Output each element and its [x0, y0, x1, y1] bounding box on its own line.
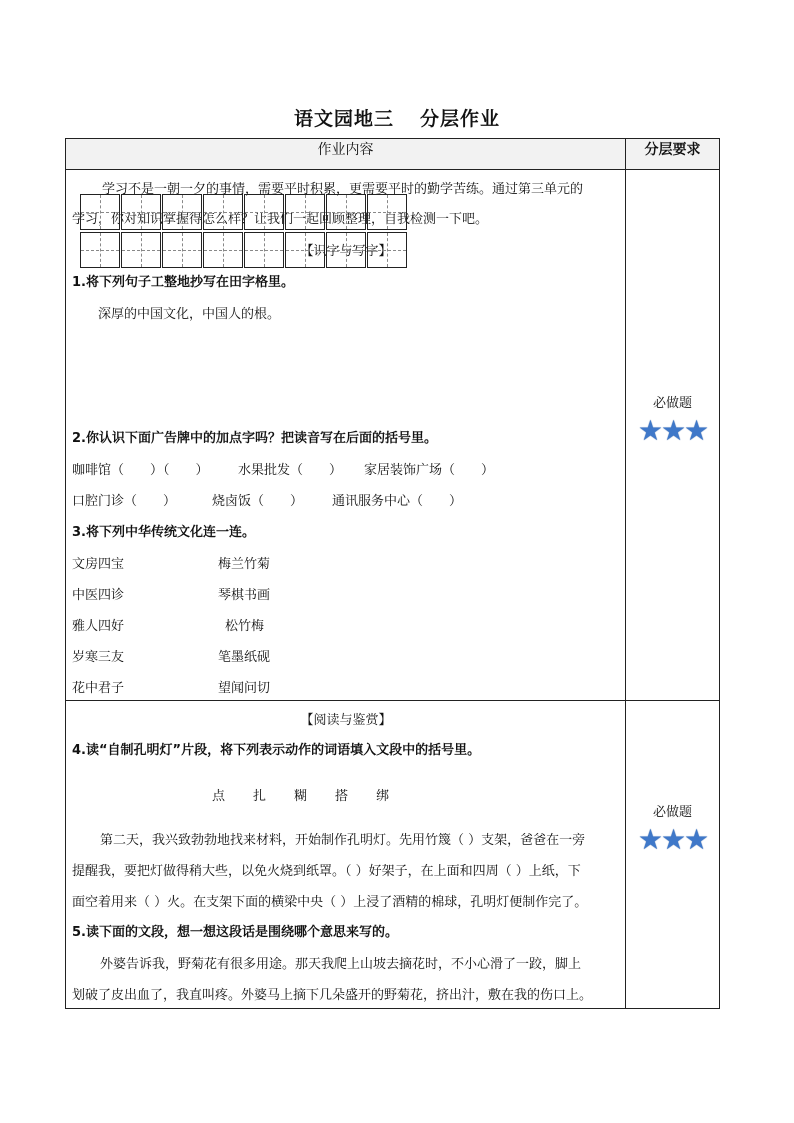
grid-column — [121, 194, 161, 270]
q5-paragraph-line: 划破了皮出血了，我直叫疼。外婆马上摘下几朵盛开的野菊花，挤出汁，敷在我的伤口上。 — [72, 988, 593, 1003]
q5-paragraph-line: 外婆告诉我，野菊花有很多用途。那天我爬上山坡去摘花时，不小心滑了一跤，脚上 — [100, 957, 582, 972]
grid-cell[interactable] — [162, 194, 202, 230]
section2-row — [66, 701, 720, 1009]
table-header-row — [66, 139, 720, 170]
q4-word: 点 — [212, 789, 226, 804]
q4-title: 4.读“自制孔明灯”片段，将下列表示动作的词语填入文段中的括号里。 — [72, 743, 481, 758]
q1-title: 1.将下列句子工整地抄写在田字格里。 — [72, 275, 294, 290]
q2-item: 水果批发（ ） — [238, 463, 343, 478]
required-label: 必做题 — [652, 396, 692, 411]
q3-right-item: 笔墨纸砚 — [218, 650, 271, 665]
q4-paragraph-line: 第二天，我兴致勃勃地找来材料，开始制作孔明灯。先用竹篾（ ）支架，爸爸在一旁 — [100, 833, 586, 848]
grid-cell[interactable] — [244, 232, 284, 268]
q3-right-item: 琴棋书画 — [218, 588, 271, 603]
q5-title: 5.读下面的文段，想一想这段话是围绕哪个意思来写的。 — [72, 925, 398, 940]
q1-sentence: 深厚的中国文化，中国人的根。 — [98, 307, 281, 322]
q3-right-item: 松竹梅 — [225, 619, 265, 634]
grid-column — [244, 194, 284, 270]
q4-word: 绑 — [376, 789, 390, 804]
star-rating-icon: ★★★ — [637, 823, 708, 856]
q3-left-item: 中医四诊 — [72, 588, 125, 603]
grid-cell[interactable] — [326, 194, 366, 230]
q4-word: 搭 — [335, 789, 349, 804]
q2-item: 咖啡馆（ ）（ ） — [72, 463, 209, 478]
section-heading-reading: 【阅读与鉴赏】 — [300, 713, 392, 728]
section2-requirement — [626, 801, 719, 854]
q2-item: 家居装饰广场（ ） — [364, 463, 495, 478]
header-requirement: 分层要求 — [626, 139, 720, 170]
q4-paragraph-line: 提醒我，要把灯做得稍大些，以免火烧到纸罩。（ ）好架子，在上面和四周（ ）上纸，下 — [72, 864, 581, 879]
title-part2: 分层作业 — [420, 108, 501, 130]
grid-column — [203, 194, 243, 270]
page-title — [0, 104, 794, 131]
q3-right-item: 梅兰竹菊 — [218, 557, 271, 572]
q3-title: 3.将下列中华传统文化连一连。 — [72, 525, 255, 540]
q4-word: 糊 — [294, 789, 308, 804]
q4-paragraph-line: 面空着用来（ ）火。在支架下面的横梁中央（ ）上浸了酒精的棉球，孔明灯便制作完了。 — [72, 895, 588, 910]
title-part1: 语文园地三 — [293, 108, 394, 130]
tianzige-writing-grid[interactable] — [80, 194, 408, 270]
q3-left-item: 花中君子 — [72, 681, 125, 696]
q2-item: 口腔门诊（ ） — [72, 494, 177, 509]
q3-left-item: 雅人四好 — [72, 619, 125, 634]
grid-cell[interactable] — [162, 232, 202, 268]
intro-line-1: 学习不是一朝一夕的事情，需要平时积累，更需要平时的勤学苦练。通过第三单元的 — [102, 182, 584, 197]
grid-cell[interactable] — [285, 194, 325, 230]
q3-left-item: 岁寒三友 — [72, 650, 125, 665]
grid-cell[interactable] — [326, 232, 366, 268]
grid-cell[interactable] — [121, 194, 161, 230]
grid-cell[interactable] — [203, 232, 243, 268]
q2-item: 烧卤饭（ ） — [212, 494, 304, 509]
section1-requirement — [626, 392, 719, 445]
grid-cell[interactable] — [121, 232, 161, 268]
grid-cell[interactable] — [285, 232, 325, 268]
grid-cell[interactable] — [367, 232, 407, 268]
grid-cell[interactable] — [244, 194, 284, 230]
grid-cell[interactable] — [80, 232, 120, 268]
q2-title: 2.你认识下面广告牌中的加点字吗？把读音写在后面的括号里。 — [72, 431, 437, 446]
grid-column — [285, 194, 325, 270]
grid-column — [367, 194, 407, 270]
q2-item: 通讯服务中心（ ） — [332, 494, 463, 509]
q2-line-2 — [72, 490, 462, 509]
q4-word: 扎 — [253, 789, 267, 804]
q2-line-1 — [72, 459, 494, 478]
q3-right-item: 望闻问切 — [218, 681, 271, 696]
grid-column — [80, 194, 120, 270]
intro-line-2: 学习，你对知识掌握得怎么样？让我们一起回顾整理，自我检测一下吧。 — [72, 212, 489, 227]
grid-cell[interactable] — [80, 194, 120, 230]
q4-word-list — [212, 785, 417, 804]
grid-column — [162, 194, 202, 270]
q3-left-item: 文房四宝 — [72, 557, 125, 572]
grid-cell[interactable] — [203, 194, 243, 230]
header-content: 作业内容 — [66, 139, 626, 170]
section-heading-literacy: 【识字与写字】 — [300, 244, 392, 259]
section2-content — [66, 701, 625, 1008]
grid-column — [326, 194, 366, 270]
grid-cell[interactable] — [367, 194, 407, 230]
required-label: 必做题 — [652, 805, 692, 820]
star-rating-icon: ★★★ — [637, 414, 708, 447]
